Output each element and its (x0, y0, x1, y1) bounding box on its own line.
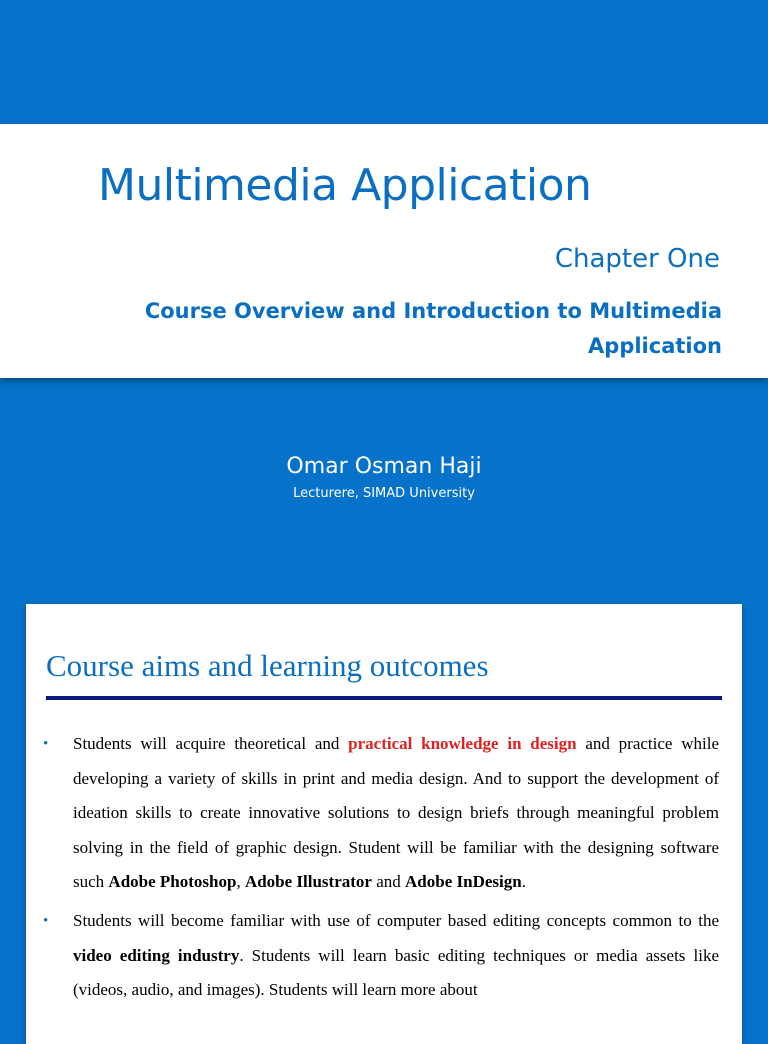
content-slide (26, 604, 742, 1044)
industry-term: video editing industry (73, 945, 240, 965)
bullet-list (26, 727, 742, 1012)
bullet-text: , (236, 872, 245, 892)
bullet-text: . (521, 872, 526, 892)
bullet-text: . Students will learn basic editing techniques or media assets like (videos, audio, and images). Students will learn more about (73, 945, 719, 1000)
highlight-text: practical knowledge in design (348, 734, 577, 753)
software-name: Adobe Photoshop (108, 872, 237, 892)
bullet-icon: • (43, 736, 49, 752)
list-item (26, 727, 742, 900)
chapter-label: Chapter One (554, 244, 720, 274)
author-name: Omar Osman Haji (286, 454, 482, 479)
bullet-text: Students will become familiar with use of computer based editing concepts common to the (73, 910, 719, 930)
list-item (26, 904, 742, 1008)
author-affiliation: Lecturere, SIMAD University (293, 486, 475, 501)
software-name: Adobe InDesign (405, 872, 522, 892)
slide-title: Multimedia Application (98, 160, 592, 211)
slide-subtitle: Course Overview and Introduction to Multimedia Application (144, 299, 722, 358)
bullet-text: Students will acquire theoretical and (73, 734, 349, 753)
heading-divider (46, 696, 722, 700)
section-heading: Course aims and learning outcomes (46, 648, 489, 683)
bullet-icon: • (43, 912, 49, 929)
software-name: Adobe Illustrator (244, 872, 372, 892)
bullet-text: and practice while developing a variety of skills in print and media design. And to support the development of ideation skills to create innovative solutions to design briefs through meaningful problem solving in the field of graphic design. Student will be familiar with the designing software such (73, 734, 720, 892)
bullet-text: and (371, 872, 406, 892)
